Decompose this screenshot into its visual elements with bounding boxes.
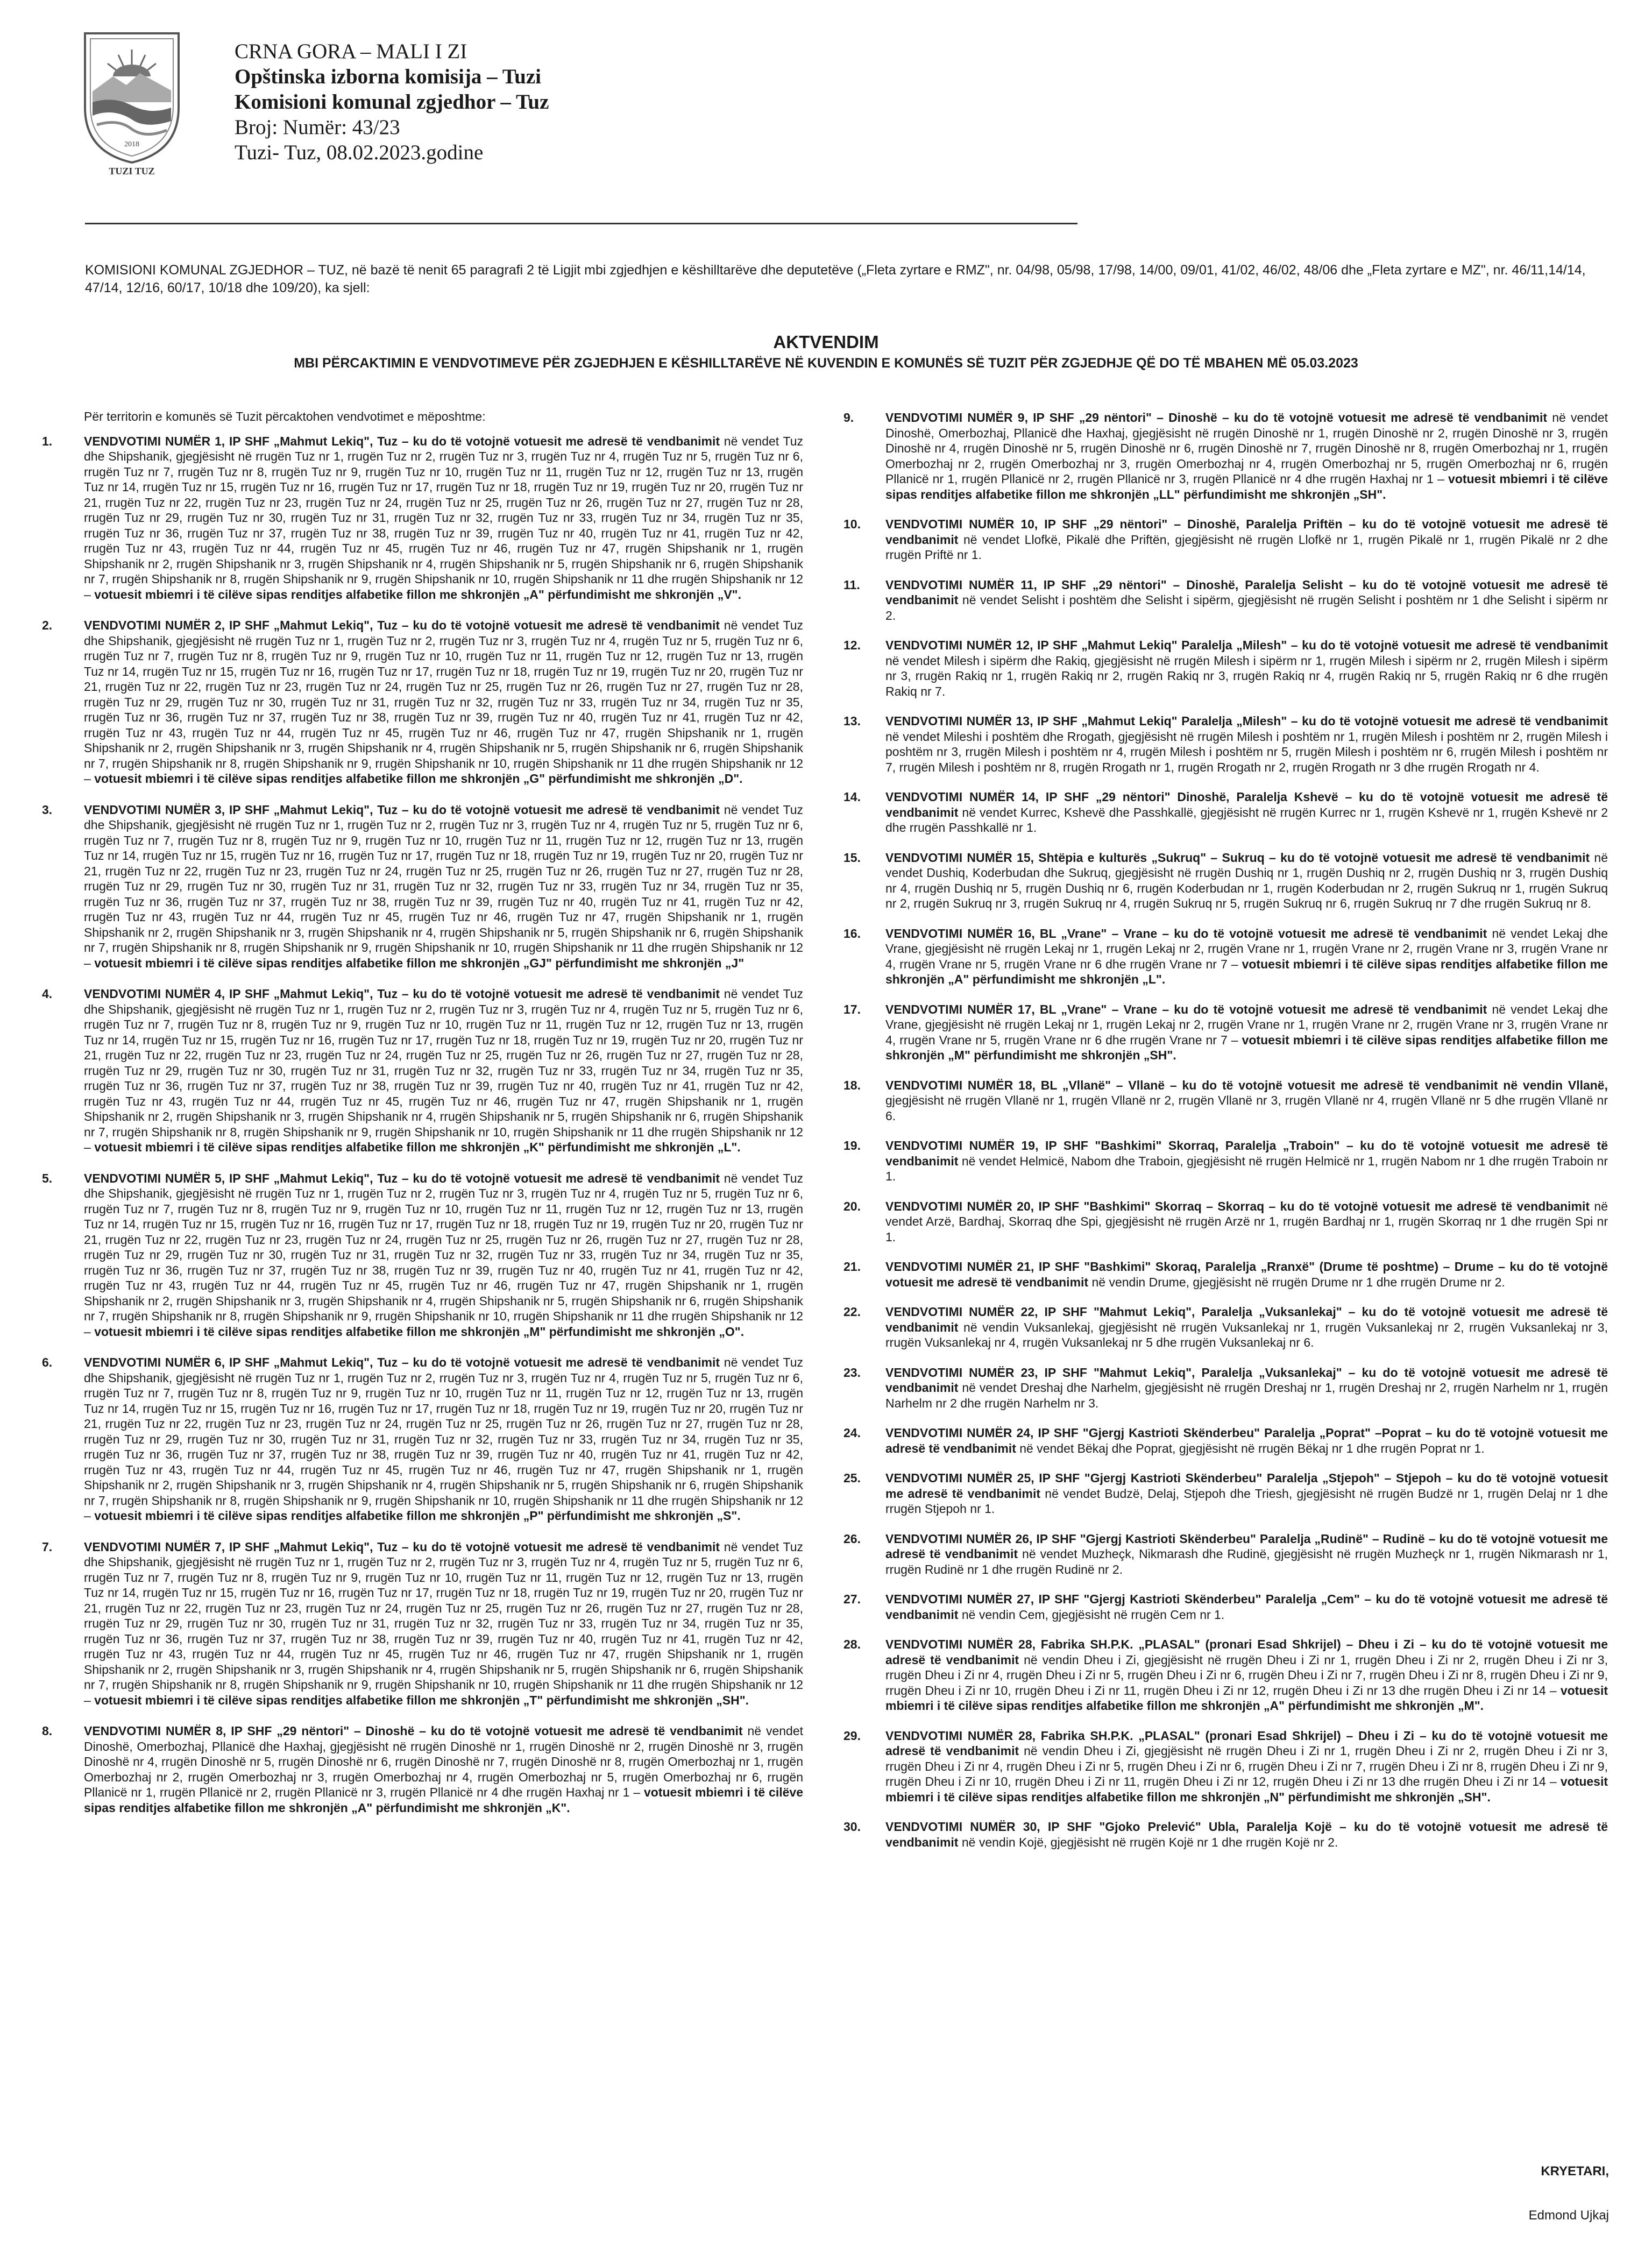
item-body: në vendet Dushiq, Koderbudan dhe Sukruq, gjegjësisht në rrugën Dushiq nr 1, rrugën Dushiq nr 2, rrugën Dushiq nr 3, rrugën Dushiq nr 4, rrugën Dushiq nr 5, rrugën Dushiq nr 6, rrugën Koderbudan nr 1, rrugën Koderbudan nr 2, rrugën Sukruq nr 1, rrugën Sukruq nr 2, rrugën Sukruq nr 3, rrugën Sukruq nr 4, rrugën Sukruq nr 5, rrugën Sukruq nr 6, rrugën Sukruq nr 7 dhe rrugën Sukruq nr 8.	[885, 850, 1608, 910]
item-body: në vendet Dinoshë, Omerbozhaj, Pllanicë dhe Haxhaj, gjegjësisht në rrugën Dinoshë nr 1, rrugën Dinoshë nr 2, rrugën Dinoshë nr 3, rrugën Dinoshë nr 4, rrugën Dinoshë nr 5, rrugën Dinoshë nr 6, rrugën Dinoshë nr 7, rrugën Dinoshë nr 8, rrugën Omerbozhaj nr 1, rrugën Omerbozhaj nr 2, rrugën Omerbozhaj nr 3, rrugën Omerbozhaj nr 4, rrugën Omerbozhaj nr 5, rrugën Omerbozhaj nr 6, rrugën Pllanicë nr 1, rrugën Pllanicë nr 2, rrugën Pllanicë nr 3, rrugën Pllanicë nr 4 dhe rrugën Haxhaj nr 1 –	[84, 1724, 803, 1799]
item-body: në vendet Lekaj dhe Vrane, gjegjësisht në rrugën Lekaj nr 1, rrugën Lekaj nr 2, rrugën Vrane nr 1, rrugën Vrane nr 2, rrugën Vrane nr 3, rrugën Vrane nr 4, rrugën Vrane nr 5, rrugën Vrane nr 6 dhe rrugën Vrane nr 7 –	[885, 1002, 1608, 1047]
item-body: në vendet Bëkaj dhe Poprat, gjegjësisht në rrugën Bëkaj nr 1 dhe rrugën Poprat nr 1.	[1016, 1441, 1485, 1455]
item-body: në vendet Dreshaj dhe Narhelm, gjegjësisht në rrugën Dreshaj nr 1, rrugën Dreshaj nr 2, rrugën Narhelm nr 1, rrugën Narhelm nr 2 dhe rrugën Narhelm nr 3.	[885, 1381, 1608, 1410]
polling-station-item	[843, 517, 1608, 563]
polling-station-item	[843, 1304, 1608, 1350]
item-alphabet-range: votuesit mbiemri i të cilëve sipas renditjes alfabetike fillon me shkronjën „GJ" përfundimisht me shkronjën „J"	[94, 956, 745, 970]
item-body: në vendet Milesh i sipërm dhe Rakiq, gjegjësisht në rrugën Milesh i sipërm nr 1, rrugën Milesh i sipërm nr 2, rrugën Milesh i sipërm nr 3, rrugën Rakiq nr 1, rrugën Rakiq nr 2, rrugën Rakiq nr 3, rrugën Rakiq nr 4, rrugën Rakiq nr 5, rrugën Rakiq nr 6 dhe rrugën Rakiq nr 7.	[885, 653, 1608, 698]
item-number: 4.	[42, 987, 53, 1001]
item-heading: VENDVOTIMI NUMËR 11, IP SHF „29 nëntori" – Dinoshë, Paralelja Selisht – ku do të votojnë votuesit me adresë të vendbanimit	[885, 577, 1608, 607]
polling-station-item	[42, 618, 803, 787]
item-heading: VENDVOTIMI NUMËR 28, Fabrika SH.P.K. „PLASAL" (pronari Esad Shkrijel) – Dheu i Zi – ku do të votojnë votuesit me adresë të vendbanimit	[885, 1728, 1608, 1758]
item-number: 22.	[843, 1305, 861, 1319]
item-number: 30.	[843, 1820, 861, 1834]
item-heading: VENDVOTIMI NUMËR 23, IP SHF "Mahmut Lekiq", Paralelja „Vuksanlekaj" – ku do të votojnë votuesit me adresë të vendbanimit	[885, 1365, 1608, 1395]
polling-station-item	[843, 1199, 1608, 1245]
letterhead-commission-sq: Komisioni komunal zgjedhor – Tuz	[235, 90, 549, 114]
item-alphabet-range: votuesit mbiemri i të cilëve sipas renditjes alfabetike fillon me shkronjën „M" përfundimisht me shkronjën „O".	[94, 1324, 745, 1339]
item-heading: VENDVOTIMI NUMËR 10, IP SHF „29 nëntori" – Dinoshë, Paralelja Priftën – ku do të votojnë votuesit me adresë të vendbanimit	[885, 517, 1608, 547]
document-subtitle: MBI PËRCAKTIMIN E VENDVOTIMEVE PËR ZGJEDHJEN E KËSHILLTARËVE NË KUVENDIN E KOMUNËS SË TUZIT PËR ZGJEDHJE QË DO TË MBAHEN MË 05.03.2023	[294, 356, 1358, 371]
item-alphabet-range: votuesit mbiemri i të cilëve sipas renditjes alfabetike fillon me shkronjën „A" përfundimisht me shkronjën „V".	[94, 587, 741, 602]
letterhead	[235, 39, 549, 165]
item-body: në vendet Tuz dhe Shipshanik, gjegjësisht në rrugën Tuz nr 1, rrugën Tuz nr 2, rrugën Tuz nr 3, rrugën Tuz nr 4, rrugën Tuz nr 5, rrugën Tuz nr 6, rrugën Tuz nr 7, rrugën Tuz nr 8, rrugën Tuz nr 9, rrugën Tuz nr 10, rrugën Tuz nr 11, rrugën Tuz nr 12, rrugën Tuz nr 13, rrugën Tuz nr 14, rrugën Tuz nr 15, rrugën Tuz nr 16, rrugën Tuz nr 17, rrugën Tuz nr 18, rrugën Tuz nr 19, rrugën Tuz nr 20, rrugën Tuz nr 21, rrugën Tuz nr 22, rrugën Tuz nr 23, rrugën Tuz nr 24, rrugën Tuz nr 25, rrugën Tuz nr 26, rrugën Tuz nr 27, rrugën Tuz nr 28, rrugën Tuz nr 29, rrugën Tuz nr 30, rrugën Tuz nr 31, rrugën Tuz nr 32, rrugën Tuz nr 33, rrugën Tuz nr 34, rrugën Tuz nr 35, rrugën Tuz nr 36, rrugën Tuz nr 37, rrugën Tuz nr 38, rrugën Tuz nr 39, rrugën Tuz nr 40, rrugën Tuz nr 41, rrugën Tuz nr 42, rrugën Tuz nr 43, rrugën Tuz nr 44, rrugën Tuz nr 45, rrugën Tuz nr 46, rrugën Tuz nr 47, rrugën Shipshanik nr 1, rrugën Shipshanik nr 2, rrugën Shipshanik nr 3, rrugën Shipshanik nr 4, rrugën Shipshanik nr 5, rrugën Shipshanik nr 6, rrugën Shipshanik nr 7, rrugën Shipshanik nr 8, rrugën Shipshanik nr 9, rrugën Shipshanik nr 10, rrugën Shipshanik nr 11 dhe rrugën Shipshanik nr 12 –	[84, 618, 803, 786]
intro-paragraph: KOMISIONI KOMUNAL ZGJEDHOR – TUZ, në bazë të nenit 65 paragrafi 2 të Ligjit mbi zgjedhjen e këshilltarëve dhe deputetëve („Fleta zyrtare e RMZ", nr. 04/98, 05/98, 17/98, 14/00, 09/01, 41/02, 46/02, 48/06 dhe „Fleta zyrtare e MZ", nr. 46/11,14/14, 47/14, 12/16, 60/17, 10/18 dhe 109/20), ka sjell:	[85, 263, 1586, 295]
item-number: 5.	[42, 1171, 53, 1185]
polling-station-item	[843, 577, 1608, 624]
item-alphabet-range: votuesit mbiemri i të cilëve sipas renditjes alfabetike fillon me shkronjën „M" përfundimisht me shkronjën „SH".	[885, 1032, 1608, 1062]
item-number: 13.	[843, 714, 861, 728]
item-body: në vendet Tuz dhe Shipshanik, gjegjësisht në rrugën Tuz nr 1, rrugën Tuz nr 2, rrugën Tuz nr 3, rrugën Tuz nr 4, rrugën Tuz nr 5, rrugën Tuz nr 6, rrugën Tuz nr 7, rrugën Tuz nr 8, rrugën Tuz nr 9, rrugën Tuz nr 10, rrugën Tuz nr 11, rrugën Tuz nr 12, rrugën Tuz nr 13, rrugën Tuz nr 14, rrugën Tuz nr 15, rrugën Tuz nr 16, rrugën Tuz nr 17, rrugën Tuz nr 18, rrugën Tuz nr 19, rrugën Tuz nr 20, rrugën Tuz nr 21, rrugën Tuz nr 22, rrugën Tuz nr 23, rrugën Tuz nr 24, rrugën Tuz nr 25, rrugën Tuz nr 26, rrugën Tuz nr 27, rrugën Tuz nr 28, rrugën Tuz nr 29, rrugën Tuz nr 30, rrugën Tuz nr 31, rrugën Tuz nr 32, rrugën Tuz nr 33, rrugën Tuz nr 34, rrugën Tuz nr 35, rrugën Tuz nr 36, rrugën Tuz nr 37, rrugën Tuz nr 38, rrugën Tuz nr 39, rrugën Tuz nr 40, rrugën Tuz nr 41, rrugën Tuz nr 42, rrugën Tuz nr 43, rrugën Tuz nr 44, rrugën Tuz nr 45, rrugën Tuz nr 46, rrugën Tuz nr 47, rrugën Shipshanik nr 1, rrugën Shipshanik nr 2, rrugën Shipshanik nr 3, rrugën Shipshanik nr 4, rrugën Shipshanik nr 5, rrugën Shipshanik nr 6, rrugën Shipshanik nr 7, rrugën Shipshanik nr 8, rrugën Shipshanik nr 9, rrugën Shipshanik nr 10, rrugën Shipshanik nr 11 dhe rrugën Shipshanik nr 12 –	[84, 1355, 803, 1523]
item-heading: VENDVOTIMI NUMËR 5, IP SHF „Mahmut Lekiq", Tuz – ku do të votojnë votuesit me adresë të vendbanimit	[84, 1171, 720, 1185]
item-body: në vendin Drume, gjegjësisht në rrugën Drume nr 1 dhe rrugën Drume nr 2.	[1088, 1275, 1505, 1289]
item-alphabet-range: votuesit mbiemri i të cilëve sipas renditjes alfabetike fillon me shkronjën „N" përfundimisht me shkronjën „SH".	[885, 1774, 1608, 1804]
item-number: 24.	[843, 1426, 861, 1440]
tuzi-coat-of-arms-icon	[81, 27, 183, 167]
item-body: në vendet Tuz dhe Shipshanik, gjegjësisht në rrugën Tuz nr 1, rrugën Tuz nr 2, rrugën Tuz nr 3, rrugën Tuz nr 4, rrugën Tuz nr 5, rrugën Tuz nr 6, rrugën Tuz nr 7, rrugën Tuz nr 8, rrugën Tuz nr 9, rrugën Tuz nr 10, rrugën Tuz nr 11, rrugën Tuz nr 12, rrugën Tuz nr 13, rrugën Tuz nr 14, rrugën Tuz nr 15, rrugën Tuz nr 16, rrugën Tuz nr 17, rrugën Tuz nr 18, rrugën Tuz nr 19, rrugën Tuz nr 20, rrugën Tuz nr 21, rrugën Tuz nr 22, rrugën Tuz nr 23, rrugën Tuz nr 24, rrugën Tuz nr 25, rrugën Tuz nr 26, rrugën Tuz nr 27, rrugën Tuz nr 28, rrugën Tuz nr 29, rrugën Tuz nr 30, rrugën Tuz nr 31, rrugën Tuz nr 32, rrugën Tuz nr 33, rrugën Tuz nr 34, rrugën Tuz nr 35, rrugën Tuz nr 36, rrugën Tuz nr 37, rrugën Tuz nr 38, rrugën Tuz nr 39, rrugën Tuz nr 40, rrugën Tuz nr 41, rrugën Tuz nr 42, rrugën Tuz nr 43, rrugën Tuz nr 44, rrugën Tuz nr 45, rrugën Tuz nr 46, rrugën Tuz nr 47, rrugën Shipshanik nr 1, rrugën Shipshanik nr 2, rrugën Shipshanik nr 3, rrugën Shipshanik nr 4, rrugën Shipshanik nr 5, rrugën Shipshanik nr 6, rrugën Shipshanik nr 7, rrugën Shipshanik nr 8, rrugën Shipshanik nr 9, rrugën Shipshanik nr 10, rrugën Shipshanik nr 11 dhe rrugën Shipshanik nr 12 –	[84, 434, 803, 602]
item-body: në vendet Kurrec, Kshevë dhe Passhkallë, gjegjësisht në rrugën Kurrec nr 1, rrugën Kshevë nr 1, rrugën Kshevë nr 2 dhe rrugën Passhkallë nr 1.	[885, 805, 1608, 834]
polling-station-item	[843, 1365, 1608, 1411]
item-body: në vendet Muzheçk, Nikmarash dhe Rudinë, gjegjësisht në rrugën Muzheçk nr 1, rrugën Nikmarash nr 1, rrugën Rudinë nr 1 dhe rrugën Rudinë nr 2.	[885, 1547, 1608, 1576]
item-number: 10.	[843, 517, 861, 531]
item-number: 28.	[843, 1637, 861, 1651]
item-number: 1.	[42, 434, 53, 448]
item-heading: VENDVOTIMI NUMËR 17, BL „Vrane" – Vrane – ku do të votojnë votuesit me adresë të vendbanimit	[885, 1002, 1487, 1016]
polling-station-item	[843, 1002, 1608, 1063]
item-alphabet-range: votuesit mbiemri i të cilëve sipas renditjes alfabetike fillon me shkronjën „A" përfundimisht me shkronjën „K".	[84, 1785, 803, 1815]
item-number: 8.	[42, 1724, 53, 1738]
item-heading: VENDVOTIMI NUMËR 6, IP SHF „Mahmut Lekiq", Tuz – ku do të votojnë votuesit me adresë të vendbanimit	[84, 1355, 720, 1369]
item-body: në vendet Helmicë, Nabom dhe Traboin, gjegjësisht në rrugën Helmicë nr 1, rrugën Nabom nr 1 dhe rrugën Traboin nr 1.	[885, 1154, 1608, 1183]
item-number: 18.	[843, 1078, 861, 1092]
coat-of-arms-logo	[81, 27, 183, 176]
item-heading: VENDVOTIMI NUMËR 8, IP SHF „29 nëntori" – Dinoshë – ku do të votojnë votuesit me adresë të vendbanimit	[84, 1724, 743, 1738]
left-column	[42, 409, 803, 1831]
polling-station-item	[843, 410, 1608, 502]
item-heading: VENDVOTIMI NUMËR 9, IP SHF „29 nëntori" – Dinoshë – ku do të votojnë votuesit me adresë të vendbanimit	[885, 411, 1548, 425]
item-heading: VENDVOTIMI NUMËR 13, IP SHF „Mahmut Lekiq" Paralelja „Milesh" – ku do të votojnë votuesit me adresë të vendbanimit	[885, 714, 1608, 728]
item-number: 25.	[843, 1471, 861, 1485]
polling-station-item	[843, 1637, 1608, 1714]
letterhead-date: Tuzi- Tuz, 08.02.2023.godine	[235, 141, 484, 164]
polling-station-item	[843, 1425, 1608, 1456]
item-number: 9.	[843, 411, 854, 425]
polling-station-item	[42, 986, 803, 1155]
item-body: në vendin Dheu i Zi, gjegjësisht në rrugën Dheu i Zi nr 1, rrugën Dheu i Zi nr 2, rrugën Dheu i Zi nr 3, rrugën Dheu i Zi nr 4, rrugën Dheu i Zi nr 5, rrugën Dheu i Zi nr 6, rrugën Dheu i Zi nr 7, rrugën Dheu i Zi nr 8, rrugën Dheu i Zi nr 9, rrugën Dheu i Zi nr 10, rrugën Dheu i Zi nr 11, rrugën Dheu i Zi nr 12, rrugën Dheu i Zi nr 13 dhe rrugën Dheu i Zi nr 14 –	[885, 1744, 1608, 1788]
item-heading: VENDVOTIMI NUMËR 18, BL „Vllanë" – Vllanë – ku do të votojnë votuesit me adresë të vendbanimit në vendin Vllanë,	[885, 1078, 1608, 1092]
letterhead-state: CRNA GORA – MALI I ZI	[235, 40, 467, 63]
item-number: 20.	[843, 1199, 861, 1213]
item-number: 19.	[843, 1138, 861, 1152]
item-alphabet-range: votuesit mbiemri i të cilëve sipas renditjes alfabetike fillon me shkronjën „G" përfundimisht me shkronjën „D".	[94, 772, 743, 786]
item-alphabet-range: votuesit mbiemri i të cilëve sipas renditjes alfabetike fillon me shkronjën „A" përfundimisht me shkronjën „M".	[885, 1683, 1608, 1713]
item-heading: VENDVOTIMI NUMËR 7, IP SHF „Mahmut Lekiq", Tuz – ku do të votojnë votuesit me adresë të vendbanimit	[84, 1539, 720, 1554]
polling-station-item	[843, 1592, 1608, 1622]
item-number: 11.	[843, 577, 860, 592]
item-body: në vendet Arzë, Bardhaj, Skorraq dhe Spi, gjegjësisht në rrugën Arzë nr 1, rrugën Bardhaj nr 1, rrugën Skorraq nr 1 dhe rrugën Spi nr 1.	[885, 1199, 1608, 1244]
item-body: në vendin Kojë, gjegjësisht në rrugën Kojë nr 1 dhe rrugën Kojë nr 2.	[958, 1835, 1338, 1849]
item-body: në vendet Mileshi i poshtëm dhe Rrogath, gjegjësisht në rrugën Milesh i poshtëm nr 1, rrugën Milesh i poshtëm nr 2, rrugën Milesh i poshtëm nr 3, rrugën Milesh i poshtëm nr 4, rrugën Milesh i poshtëm nr 5, rrugën Milesh i poshtëm nr 6, rrugën Milesh i poshtëm nr 7, rrugën Milesh i poshtëm nr 8, rrugën Rrogath nr 1, rrugën Rrogath nr 2, rrugën Rrogath nr 3 dhe rrugën Rrogath nr 4.	[885, 729, 1608, 774]
item-heading: VENDVOTIMI NUMËR 21, IP SHF "Bashkimi" Skoraq, Paralelja „Rranxë" (Drume të poshtme) – Drume – ku do të votojnë votuesit me adresë të vendbanimit	[885, 1260, 1608, 1289]
letterhead-number: Broj: Numër: 43/23	[235, 116, 400, 139]
item-heading: VENDVOTIMI NUMËR 19, IP SHF "Bashkimi" Skorraq, Paralelja „Traboin" – ku do të votojnë votuesit me adresë të vendbanimit	[885, 1138, 1608, 1168]
item-heading: VENDVOTIMI NUMËR 25, IP SHF "Gjergj Kastrioti Skënderbeu" Paralelja „Stjepoh" – Stjepoh – ku do të votojnë votuesit me adresë të vendbanimit	[885, 1471, 1608, 1501]
item-heading: VENDVOTIMI NUMËR 22, IP SHF "Mahmut Lekiq", Paralelja „Vuksanlekaj" – ku do të votojnë votuesit me adresë të vendbanimit	[885, 1305, 1608, 1334]
item-heading: VENDVOTIMI NUMËR 28, Fabrika SH.P.K. „PLASAL" (pronari Esad Shkrijel) – Dheu i Zi – ku do të votojnë votuesit me adresë të vendbanimit	[885, 1637, 1608, 1667]
item-number: 3.	[42, 802, 53, 817]
item-alphabet-range: votuesit mbiemri i të cilëve sipas renditjes alfabetike fillon me shkronjën „LL" përfundimisht me shkronjën „SH".	[885, 472, 1608, 501]
polling-station-item	[42, 1539, 803, 1708]
polling-station-item	[42, 802, 803, 971]
item-body: në vendin Cem, gjegjësisht në rrugën Cem nr 1.	[958, 1607, 1225, 1622]
item-body: në vendet Selisht i poshtëm dhe Selisht i sipërm, gjegjësisht në rrugën Selisht i poshtëm nr 1 dhe Selisht i sipërm nr 2.	[885, 593, 1608, 623]
document-title: AKTVENDIM	[773, 332, 879, 352]
item-heading: VENDVOTIMI NUMËR 16, BL „Vrane" – Vrane – ku do të votojnë votuesit me adresë të vendbanimit	[885, 926, 1487, 940]
item-number: 2.	[42, 618, 53, 632]
item-number: 16.	[843, 926, 861, 940]
item-alphabet-range: votuesit mbiemri i të cilëve sipas renditjes alfabetike fillon me shkronjën „A" përfundimisht me shkronjën „L".	[885, 957, 1608, 986]
polling-station-item	[42, 1355, 803, 1524]
polling-station-item	[843, 713, 1608, 775]
item-heading: VENDVOTIMI NUMËR 2, IP SHF „Mahmut Lekiq", Tuz – ku do të votojnë votuesit me adresë të vendbanimit	[84, 618, 720, 632]
lead-sentence: Për territorin e komunës së Tuzit përcaktohen vendvotimet e mëposhtme:	[84, 409, 486, 423]
item-body: në vendin Dheu i Zi, gjegjësisht në rrugën Dheu i Zi nr 1, rrugën Dheu i Zi nr 2, rrugën Dheu i Zi nr 3, rrugën Dheu i Zi nr 4, rrugën Dheu i Zi nr 5, rrugën Dheu i Zi nr 6, rrugën Dheu i Zi nr 7, rrugën Dheu i Zi nr 8, rrugën Dheu i Zi nr 9, rrugën Dheu i Zi nr 10, rrugën Dheu i Zi nr 11, rrugën Dheu i Zi nr 12, rrugën Dheu i Zi nr 13 dhe rrugën Dheu i Zi nr 14 –	[885, 1652, 1608, 1698]
item-body: në vendet Budzë, Delaj, Stjepoh dhe Triesh, gjegjësisht në rrugën Budzë nr 1, rrugën Delaj nr 1 dhe rrugën Stjepoh nr 1.	[885, 1486, 1608, 1516]
item-heading: VENDVOTIMI NUMËR 24, IP SHF "Gjergj Kastrioti Skënderbeu" Paralelja „Poprat" –Poprat – ku do të votojnë votuesit me adresë të vendbanimit	[885, 1426, 1608, 1455]
item-number: 27.	[843, 1592, 861, 1606]
polling-station-item	[42, 1171, 803, 1340]
polling-station-item	[843, 1138, 1608, 1184]
item-number: 29.	[843, 1728, 861, 1743]
item-number: 6.	[42, 1355, 53, 1369]
letterhead-commission-sr: Opštinska izborna komisija – Tuzi	[235, 65, 541, 88]
item-number: 14.	[843, 790, 861, 804]
polling-station-item	[42, 434, 803, 603]
item-heading: VENDVOTIMI NUMËR 3, IP SHF „Mahmut Lekiq", Tuz – ku do të votojnë votuesit me adresë të vendbanimit	[84, 802, 720, 817]
item-body: në vendet Tuz dhe Shipshanik, gjegjësisht në rrugën Tuz nr 1, rrugën Tuz nr 2, rrugën Tuz nr 3, rrugën Tuz nr 4, rrugën Tuz nr 5, rrugën Tuz nr 6, rrugën Tuz nr 7, rrugën Tuz nr 8, rrugën Tuz nr 9, rrugën Tuz nr 10, rrugën Tuz nr 11, rrugën Tuz nr 12, rrugën Tuz nr 13, rrugën Tuz nr 14, rrugën Tuz nr 15, rrugën Tuz nr 16, rrugën Tuz nr 17, rrugën Tuz nr 18, rrugën Tuz nr 19, rrugën Tuz nr 20, rrugën Tuz nr 21, rrugën Tuz nr 22, rrugën Tuz nr 23, rrugën Tuz nr 24, rrugën Tuz nr 25, rrugën Tuz nr 26, rrugën Tuz nr 27, rrugën Tuz nr 28, rrugën Tuz nr 29, rrugën Tuz nr 30, rrugën Tuz nr 31, rrugën Tuz nr 32, rrugën Tuz nr 33, rrugën Tuz nr 34, rrugën Tuz nr 35, rrugën Tuz nr 36, rrugën Tuz nr 37, rrugën Tuz nr 38, rrugën Tuz nr 39, rrugën Tuz nr 40, rrugën Tuz nr 41, rrugën Tuz nr 42, rrugën Tuz nr 43, rrugën Tuz nr 44, rrugën Tuz nr 45, rrugën Tuz nr 46, rrugën Tuz nr 47, rrugën Shipshanik nr 1, rrugën Shipshanik nr 2, rrugën Shipshanik nr 3, rrugën Shipshanik nr 4, rrugën Shipshanik nr 5, rrugën Shipshanik nr 6, rrugën Shipshanik nr 7, rrugën Shipshanik nr 8, rrugën Shipshanik nr 9, rrugën Shipshanik nr 10, rrugën Shipshanik nr 11 dhe rrugën Shipshanik nr 12 –	[84, 987, 803, 1154]
polling-station-item	[843, 789, 1608, 836]
item-body: në vendet Lekaj dhe Vrane, gjegjësisht në rrugën Lekaj nr 1, rrugën Lekaj nr 2, rrugën Vrane nr 1, rrugën Vrane nr 2, rrugën Vrane nr 3, rrugën Vrane nr 4, rrugën Vrane nr 5, rrugën Vrane nr 6 dhe rrugën Vrane nr 7 –	[885, 926, 1608, 971]
polling-station-item	[843, 1078, 1608, 1124]
item-body: në vendet Tuz dhe Shipshanik, gjegjësisht në rrugën Tuz nr 1, rrugën Tuz nr 2, rrugën Tuz nr 3, rrugën Tuz nr 4, rrugën Tuz nr 5, rrugën Tuz nr 6, rrugën Tuz nr 7, rrugën Tuz nr 8, rrugën Tuz nr 9, rrugën Tuz nr 10, rrugën Tuz nr 11, rrugën Tuz nr 12, rrugën Tuz nr 13, rrugën Tuz nr 14, rrugën Tuz nr 15, rrugën Tuz nr 16, rrugën Tuz nr 17, rrugën Tuz nr 18, rrugën Tuz nr 19, rrugën Tuz nr 20, rrugën Tuz nr 21, rrugën Tuz nr 22, rrugën Tuz nr 23, rrugën Tuz nr 24, rrugën Tuz nr 25, rrugën Tuz nr 26, rrugën Tuz nr 27, rrugën Tuz nr 28, rrugën Tuz nr 29, rrugën Tuz nr 30, rrugën Tuz nr 31, rrugën Tuz nr 32, rrugën Tuz nr 33, rrugën Tuz nr 34, rrugën Tuz nr 35, rrugën Tuz nr 36, rrugën Tuz nr 37, rrugën Tuz nr 38, rrugën Tuz nr 39, rrugën Tuz nr 40, rrugën Tuz nr 41, rrugën Tuz nr 42, rrugën Tuz nr 43, rrugën Tuz nr 44, rrugën Tuz nr 45, rrugën Tuz nr 46, rrugën Tuz nr 47, rrugën Shipshanik nr 1, rrugën Shipshanik nr 2, rrugën Shipshanik nr 3, rrugën Shipshanik nr 4, rrugën Shipshanik nr 5, rrugën Shipshanik nr 6, rrugën Shipshanik nr 7, rrugën Shipshanik nr 8, rrugën Shipshanik nr 9, rrugën Shipshanik nr 10, rrugën Shipshanik nr 11 dhe rrugën Shipshanik nr 12 –	[84, 1171, 803, 1339]
item-alphabet-range: votuesit mbiemri i të cilëve sipas renditjes alfabetike fillon me shkronjën „P" përfundimisht me shkronjën „S".	[94, 1509, 741, 1523]
polling-station-item	[843, 638, 1608, 699]
polling-station-item	[843, 850, 1608, 911]
item-heading: VENDVOTIMI NUMËR 26, IP SHF "Gjergj Kastrioti Skënderbeu" Paralelja „Rudinë" – Rudinë – ku do të votojnë votuesit me adresë të vendbanimit	[885, 1531, 1608, 1561]
header-divider	[85, 223, 1077, 224]
signature-name: Edmond Ujkaj	[1528, 2208, 1609, 2223]
item-body: në vendet Tuz dhe Shipshanik, gjegjësisht në rrugën Tuz nr 1, rrugën Tuz nr 2, rrugën Tuz nr 3, rrugën Tuz nr 4, rrugën Tuz nr 5, rrugën Tuz nr 6, rrugën Tuz nr 7, rrugën Tuz nr 8, rrugën Tuz nr 9, rrugën Tuz nr 10, rrugën Tuz nr 11, rrugën Tuz nr 12, rrugën Tuz nr 13, rrugën Tuz nr 14, rrugën Tuz nr 15, rrugën Tuz nr 16, rrugën Tuz nr 17, rrugën Tuz nr 18, rrugën Tuz nr 19, rrugën Tuz nr 20, rrugën Tuz nr 21, rrugën Tuz nr 22, rrugën Tuz nr 23, rrugën Tuz nr 24, rrugën Tuz nr 25, rrugën Tuz nr 26, rrugën Tuz nr 27, rrugën Tuz nr 28, rrugën Tuz nr 29, rrugën Tuz nr 30, rrugën Tuz nr 31, rrugën Tuz nr 32, rrugën Tuz nr 33, rrugën Tuz nr 34, rrugën Tuz nr 35, rrugën Tuz nr 36, rrugën Tuz nr 37, rrugën Tuz nr 38, rrugën Tuz nr 39, rrugën Tuz nr 40, rrugën Tuz nr 41, rrugën Tuz nr 42, rrugën Tuz nr 43, rrugën Tuz nr 44, rrugën Tuz nr 45, rrugën Tuz nr 46, rrugën Tuz nr 47, rrugën Shipshanik nr 1, rrugën Shipshanik nr 2, rrugën Shipshanik nr 3, rrugën Shipshanik nr 4, rrugën Shipshanik nr 5, rrugën Shipshanik nr 6, rrugën Shipshanik nr 7, rrugën Shipshanik nr 8, rrugën Shipshanik nr 9, rrugën Shipshanik nr 10, rrugën Shipshanik nr 11 dhe rrugën Shipshanik nr 12 –	[84, 1539, 803, 1707]
item-number: 12.	[843, 638, 861, 652]
polling-station-item	[843, 1259, 1608, 1290]
item-number: 23.	[843, 1365, 861, 1380]
item-heading: VENDVOTIMI NUMËR 20, IP SHF "Bashkimi" Skorraq – Skorraq – ku do të votojnë votuesit me adresë të vendbanimit	[885, 1199, 1590, 1213]
item-body: në vendet Dinoshë, Omerbozhaj, Pllanicë dhe Haxhaj, gjegjësisht në rrugën Dinoshë nr 1, rrugën Dinoshë nr 2, rrugën Dinoshë nr 3, rrugën Dinoshë nr 4, rrugën Dinoshë nr 5, rrugën Dinoshë nr 6, rrugën Dinoshë nr 7, rrugën Dinoshë nr 8, rrugën Omerbozhaj nr 1, rrugën Omerbozhaj nr 2, rrugën Omerbozhaj nr 3, rrugën Omerbozhaj nr 4, rrugën Omerbozhaj nr 5, rrugën Omerbozhaj nr 6, rrugën Pllanicë nr 1, rrugën Pllanicë nr 2, rrugën Pllanicë nr 3, rrugën Pllanicë nr 4 dhe rrugën Haxhaj nr 1 –	[885, 411, 1608, 486]
item-body: gjegjësisht në rrugën Vllanë nr 1, rrugën Vllanë nr 2, rrugën Vllanë nr 3, rrugën Vllanë nr 4, rrugën Vllanë nr 5 dhe rrugën Vllanë nr 6.	[885, 1093, 1608, 1123]
item-heading: VENDVOTIMI NUMËR 4, IP SHF „Mahmut Lekiq", Tuz – ku do të votojnë votuesit me adresë të vendbanimit	[84, 987, 720, 1001]
item-body: në vendet Tuz dhe Shipshanik, gjegjësisht në rrugën Tuz nr 1, rrugën Tuz nr 2, rrugën Tuz nr 3, rrugën Tuz nr 4, rrugën Tuz nr 5, rrugën Tuz nr 6, rrugën Tuz nr 7, rrugën Tuz nr 8, rrugën Tuz nr 9, rrugën Tuz nr 10, rrugën Tuz nr 11, rrugën Tuz nr 12, rrugën Tuz nr 13, rrugën Tuz nr 14, rrugën Tuz nr 15, rrugën Tuz nr 16, rrugën Tuz nr 17, rrugën Tuz nr 18, rrugën Tuz nr 19, rrugën Tuz nr 20, rrugën Tuz nr 21, rrugën Tuz nr 22, rrugën Tuz nr 23, rrugën Tuz nr 24, rrugën Tuz nr 25, rrugën Tuz nr 26, rrugën Tuz nr 27, rrugën Tuz nr 28, rrugën Tuz nr 29, rrugën Tuz nr 30, rrugën Tuz nr 31, rrugën Tuz nr 32, rrugën Tuz nr 33, rrugën Tuz nr 34, rrugën Tuz nr 35, rrugën Tuz nr 36, rrugën Tuz nr 37, rrugën Tuz nr 38, rrugën Tuz nr 39, rrugën Tuz nr 40, rrugën Tuz nr 41, rrugën Tuz nr 42, rrugën Tuz nr 43, rrugën Tuz nr 44, rrugën Tuz nr 45, rrugën Tuz nr 46, rrugën Tuz nr 47, rrugën Shipshanik nr 1, rrugën Shipshanik nr 2, rrugën Shipshanik nr 3, rrugën Shipshanik nr 4, rrugën Shipshanik nr 5, rrugën Shipshanik nr 6, rrugën Shipshanik nr 7, rrugën Shipshanik nr 8, rrugën Shipshanik nr 9, rrugën Shipshanik nr 10, rrugën Shipshanik nr 11 dhe rrugën Shipshanik nr 12 –	[84, 802, 803, 970]
polling-station-item	[843, 1531, 1608, 1578]
item-alphabet-range: votuesit mbiemri i të cilëve sipas renditjes alfabetike fillon me shkronjën „T" përfundimisht me shkronjën „SH".	[94, 1693, 749, 1707]
item-number: 21.	[843, 1260, 861, 1274]
right-column	[843, 410, 1608, 1864]
polling-station-item	[42, 1723, 803, 1815]
item-number: 26.	[843, 1531, 861, 1546]
item-heading: VENDVOTIMI NUMËR 15, Shtëpia e kulturës „Sukruq" – Sukruq – ku do të votojnë votuesit me adresë të vendbanimit	[885, 850, 1590, 865]
item-body: në vendet Llofkë, Pikalë dhe Priftën, gjegjësisht në rrugën Llofkë nr 1, rrugën Pikalë nr 1, rrugën Pikalë nr 2 dhe rrugën Priftë nr 1.	[885, 532, 1608, 562]
item-heading: VENDVOTIMI NUMËR 14, IP SHF „29 nëntori" Dinoshë, Paralelja Kshevë – ku do të votojnë votuesit me adresë të vendbanimit	[885, 790, 1608, 819]
polling-station-item	[843, 1470, 1608, 1517]
signature-role: KRYETARI,	[1541, 2164, 1609, 2179]
item-number: 17.	[843, 1002, 861, 1016]
item-number: 7.	[42, 1539, 53, 1554]
item-number: 15.	[843, 850, 861, 865]
polling-station-item	[843, 1728, 1608, 1805]
item-heading: VENDVOTIMI NUMËR 1, IP SHF „Mahmut Lekiq", Tuz – ku do të votojnë votuesit me adresë të vendbanimit	[84, 434, 720, 448]
item-heading: VENDVOTIMI NUMËR 12, IP SHF „Mahmut Lekiq" Paralelja „Milesh" – ku do të votojnë votuesit me adresë të vendbanimit	[885, 638, 1608, 652]
logo-caption: TUZI TUZ	[109, 166, 155, 176]
item-heading: VENDVOTIMI NUMËR 30, IP SHF "Gjoko Prelević" Ubla, Paralelja Kojë – ku do të votojnë votuesit me adresë të vendbanimit	[885, 1820, 1608, 1849]
polling-station-item	[843, 1819, 1608, 1850]
item-body: në vendin Vuksanlekaj, gjegjësisht në rrugën Vuksanlekaj nr 1, rrugën Vuksanlekaj nr 2, rrugën Vuksanlekaj nr 3, rrugën Vuksanlekaj nr 4, rrugën Vuksanlekaj nr 5 dhe rrugën Vuksanlekaj nr 6.	[885, 1320, 1608, 1349]
item-heading: VENDVOTIMI NUMËR 27, IP SHF "Gjergj Kastrioti Skënderbeu" Paralelja „Cem" – ku do të votojnë votuesit me adresë të vendbanimit	[885, 1592, 1608, 1622]
item-alphabet-range: votuesit mbiemri i të cilëve sipas renditjes alfabetike fillon me shkronjën „K" përfundimisht me shkronjën „L".	[94, 1140, 741, 1154]
polling-station-item	[843, 926, 1608, 987]
svg-text:2018: 2018	[124, 140, 139, 148]
